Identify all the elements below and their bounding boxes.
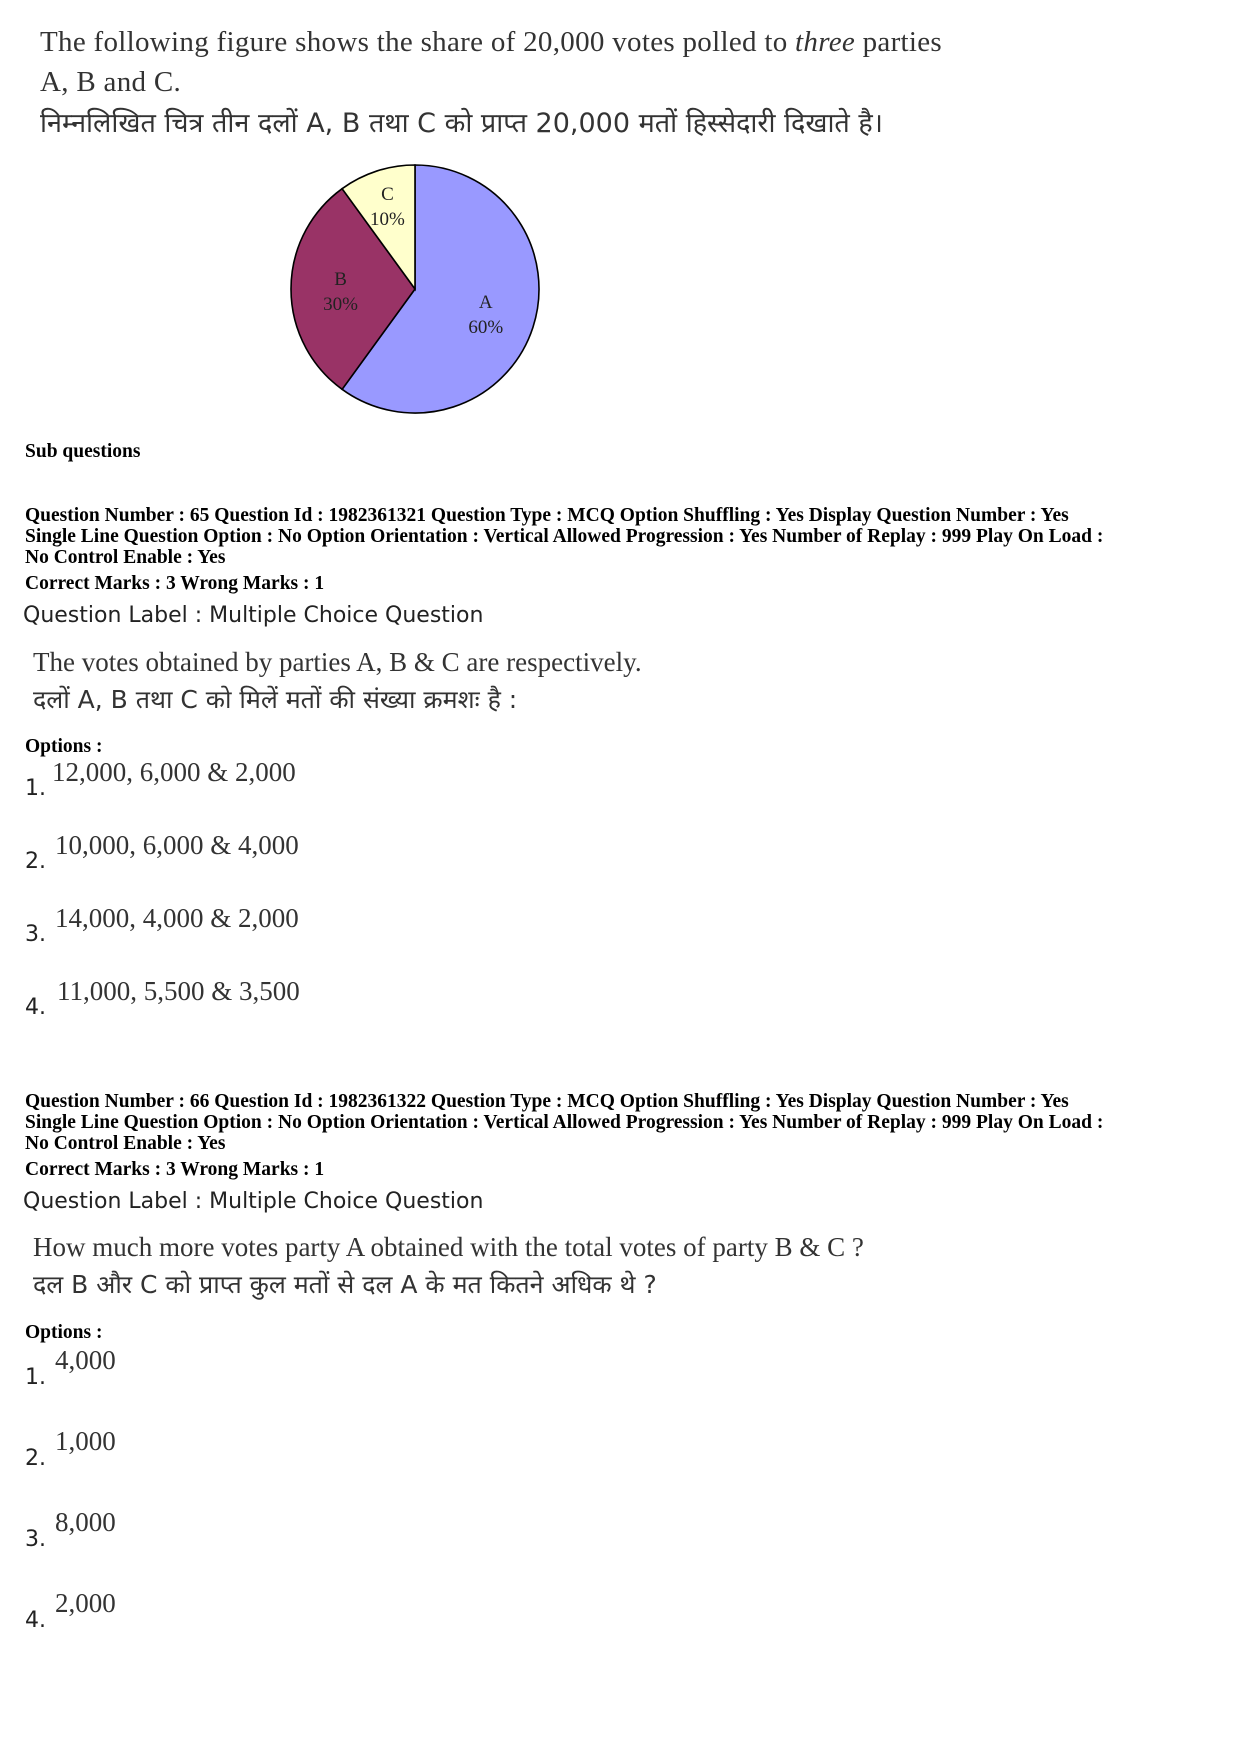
question-66-option-2-number: 2.	[25, 1446, 46, 1471]
metadata-line: Single Line Question Option : No Option Orientation : Vertical Allowed Progression : Yes Number of Replay : 999 Play On Load :	[25, 1112, 1104, 1133]
pie-label-category: B	[334, 269, 347, 290]
question-66-options-label: Options :	[25, 1322, 103, 1343]
question-65-marks: Correct Marks : 3 Wrong Marks : 1	[25, 573, 325, 594]
question-65-label: Question Label : Multiple Choice Question	[23, 603, 484, 628]
pie-label-percent: 10%	[369, 209, 405, 231]
question-66-option-3[interactable]: 8,000	[55, 1507, 116, 1537]
question-65-option-3[interactable]: 14,000, 4,000 & 2,000	[55, 903, 299, 933]
question-65-option-1[interactable]: 12,000, 6,000 & 2,000	[52, 757, 296, 787]
question-65-option-4-number: 4.	[25, 995, 46, 1020]
question-text-hindi: दलों A, B तथा C को मिलें मतों की संख्या क्रमशः है :	[33, 685, 518, 714]
sub-questions-heading: Sub questions	[25, 441, 141, 462]
metadata-line: Question Number : 65 Question Id : 1982361321 Question Type : MCQ Option Shuffling : Yes Display Question Number : Yes	[25, 505, 1069, 526]
question-66-option-4-number: 4.	[25, 1608, 46, 1633]
question-66-label: Question Label : Multiple Choice Question	[23, 1189, 484, 1214]
question-65-option-2[interactable]: 10,000, 6,000 & 4,000	[55, 830, 299, 860]
question-65-metadata	[25, 505, 1225, 568]
pie-label-percent: 30%	[323, 294, 359, 315]
passage-intro-line-1: The following figure shows the share of 20,000 votes polled to three parties	[40, 26, 943, 58]
passage-intro-hindi: निम्नलिखित चित्र तीन दलों A, B तथा C को प्राप्त 20,000 मतों हिस्सेदारी दिखाते है।	[40, 108, 883, 139]
question-65-option-4[interactable]: 11,000, 5,500 & 3,500	[57, 976, 300, 1006]
metadata-line: Single Line Question Option : No Option Orientation : Vertical Allowed Progression : Yes Number of Replay : 999 Play On Load :	[25, 526, 1104, 547]
question-66-option-2[interactable]: 1,000	[55, 1426, 116, 1456]
question-66-marks: Correct Marks : 3 Wrong Marks : 1	[25, 1159, 325, 1180]
question-65-options-label: Options :	[25, 736, 103, 757]
question-66-option-4[interactable]: 2,000	[55, 1588, 116, 1618]
question-65-text	[33, 643, 642, 719]
question-66-option-1-number: 1.	[25, 1365, 46, 1390]
passage-intro-line-2: A, B and C.	[40, 66, 182, 98]
question-text-english: The votes obtained by parties A, B & C are respectively.	[33, 647, 642, 677]
question-65-option-3-number: 3.	[25, 922, 46, 947]
metadata-line: Question Number : 66 Question Id : 1982361322 Question Type : MCQ Option Shuffling : Yes Display Question Number : Yes	[25, 1091, 1069, 1112]
question-65-option-1-number: 1.	[25, 776, 46, 801]
pie-label-category: A	[478, 291, 493, 313]
pie-label-category: C	[381, 184, 394, 206]
question-65-option-2-number: 2.	[25, 849, 46, 874]
pie-label-percent: 60%	[468, 316, 504, 338]
passage-intro-emphasis: three	[795, 26, 856, 58]
question-66-text	[33, 1228, 864, 1304]
question-66-option-1[interactable]: 4,000	[55, 1345, 116, 1375]
passage-intro-english	[40, 22, 942, 102]
question-text-english: How much more votes party A obtained with the total votes of party B & C ?	[33, 1232, 864, 1262]
vote-share-pie-chart	[280, 155, 570, 435]
metadata-line: No Control Enable : Yes	[25, 1133, 226, 1154]
question-66-option-3-number: 3.	[25, 1527, 46, 1552]
question-text-hindi: दल B और C को प्राप्त कुल मतों से दल A के मत कितने अधिक थे ?	[33, 1270, 657, 1299]
question-66-metadata	[25, 1091, 1225, 1154]
metadata-line: No Control Enable : Yes	[25, 547, 226, 568]
